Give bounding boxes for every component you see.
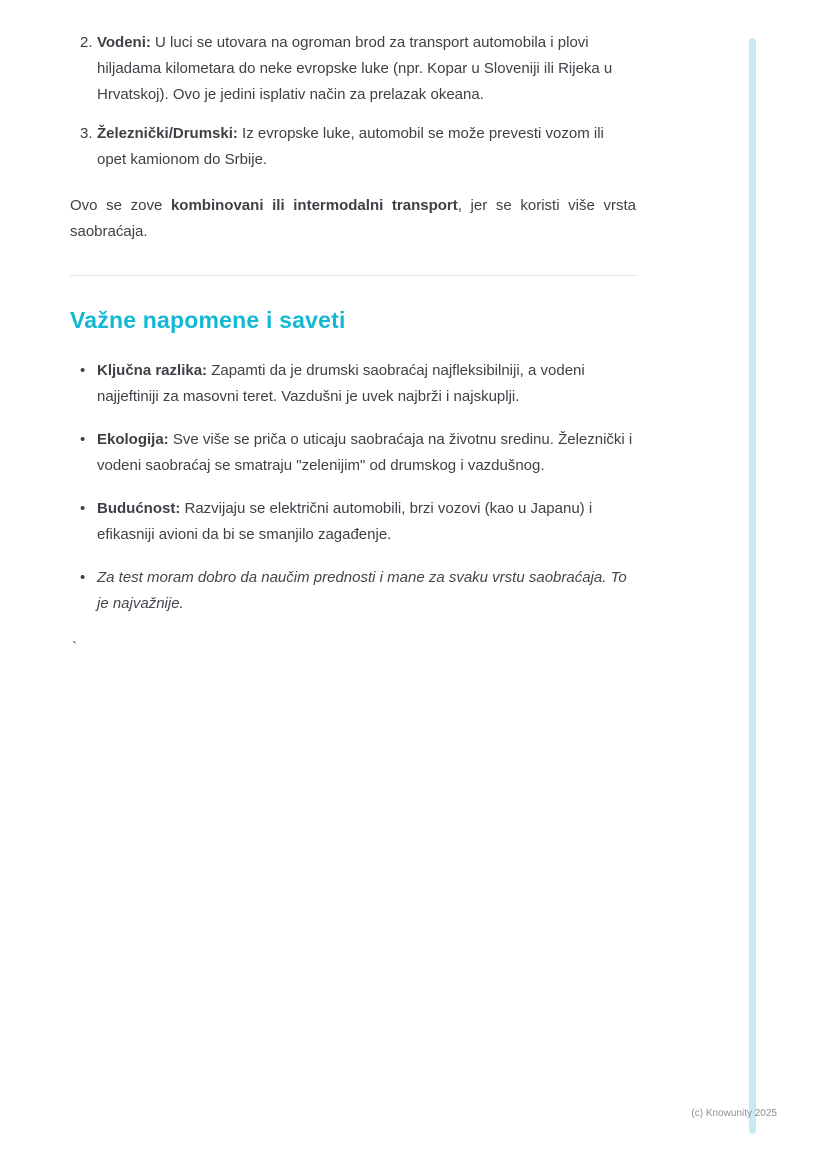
bullet-marker: •: [80, 500, 86, 517]
list-item-body: U luci se utovara na ogroman brod za transport automobila i plovi hiljadama kilometara do neke evropske luke (npr. Kopar u Sloveniji ili Rijeka u Hrvatskoj). Ovo je jedini isplativ način za prelazak okeana.: [97, 34, 613, 103]
list-number: 2.: [80, 34, 93, 51]
notes-bullet-list: [70, 358, 636, 617]
bullet-ekologija: [70, 427, 636, 479]
paragraph-text-pre: Ovo se zove: [70, 197, 171, 214]
list-item-zeleznicki-drumski: [70, 121, 636, 173]
bullet-marker: •: [80, 431, 86, 448]
stray-backtick-character: `: [72, 639, 77, 656]
bullet-body: Razvijaju se električni automobili, brzi vozovi (kao u Japanu) i efikasniji avioni da bi se smanjilo zagađenje.: [97, 500, 593, 543]
bullet-kljucna-razlika: [70, 358, 636, 410]
list-item-text: [97, 121, 636, 173]
list-item-text: [97, 30, 636, 108]
right-accent-stripe: [749, 38, 756, 1134]
list-item-body: Iz evropske luke, automobil se može prevesti vozom ili opet kamionom do Srbije.: [97, 125, 604, 168]
bullet-text: [97, 496, 636, 548]
paragraph-bold-phrase: kombinovani ili intermodalni transport: [170, 197, 458, 214]
intermodal-summary-paragraph: [70, 193, 636, 245]
bullet-text: [97, 427, 636, 479]
bullet-text: [97, 565, 636, 617]
list-item-vodeni: [70, 30, 636, 108]
bullet-body: Zapamti da je drumski saobraćaj najfleksibilniji, a vodeni najjeftiniji za masovni teret. Vazdušni je uvek najbrži i najskuplji.: [97, 362, 585, 405]
bullet-buducnost: [70, 496, 636, 548]
transport-modes-ordered-list: [70, 30, 636, 173]
copyright-footer: (c) Knowunity 2025: [691, 1108, 777, 1119]
section-divider: [70, 275, 636, 276]
bullet-lead: Ekologija:: [97, 431, 169, 448]
paragraph-text-post: , jer se koristi više vrsta saobraćaja.: [70, 197, 636, 240]
notes-section-heading: Važne napomene i saveti: [70, 307, 346, 333]
list-item-lead: Vodeni:: [97, 34, 151, 51]
bullet-marker: •: [80, 569, 86, 586]
bullet-lead: Ključna razlika:: [97, 362, 208, 379]
bullet-lead: Budućnost:: [97, 500, 181, 517]
bullet-test-note-italic: [70, 565, 636, 617]
bullet-body: Za test moram dobro da naučim prednosti i mane za svaku vrstu saobraćaja. To je najvažnije.: [97, 569, 627, 612]
document-content: [70, 30, 636, 661]
bullet-marker: •: [80, 362, 86, 379]
list-number: 3.: [80, 125, 93, 142]
bullet-text: [97, 358, 636, 410]
bullet-body: Sve više se priča o uticaju saobraćaja na životnu sredinu. Železnički i vodeni saobraćaj se smatraju "zelenijim" od drumskog i vazdušnog.: [97, 431, 633, 474]
list-item-lead: Železnički/Drumski:: [97, 125, 238, 142]
